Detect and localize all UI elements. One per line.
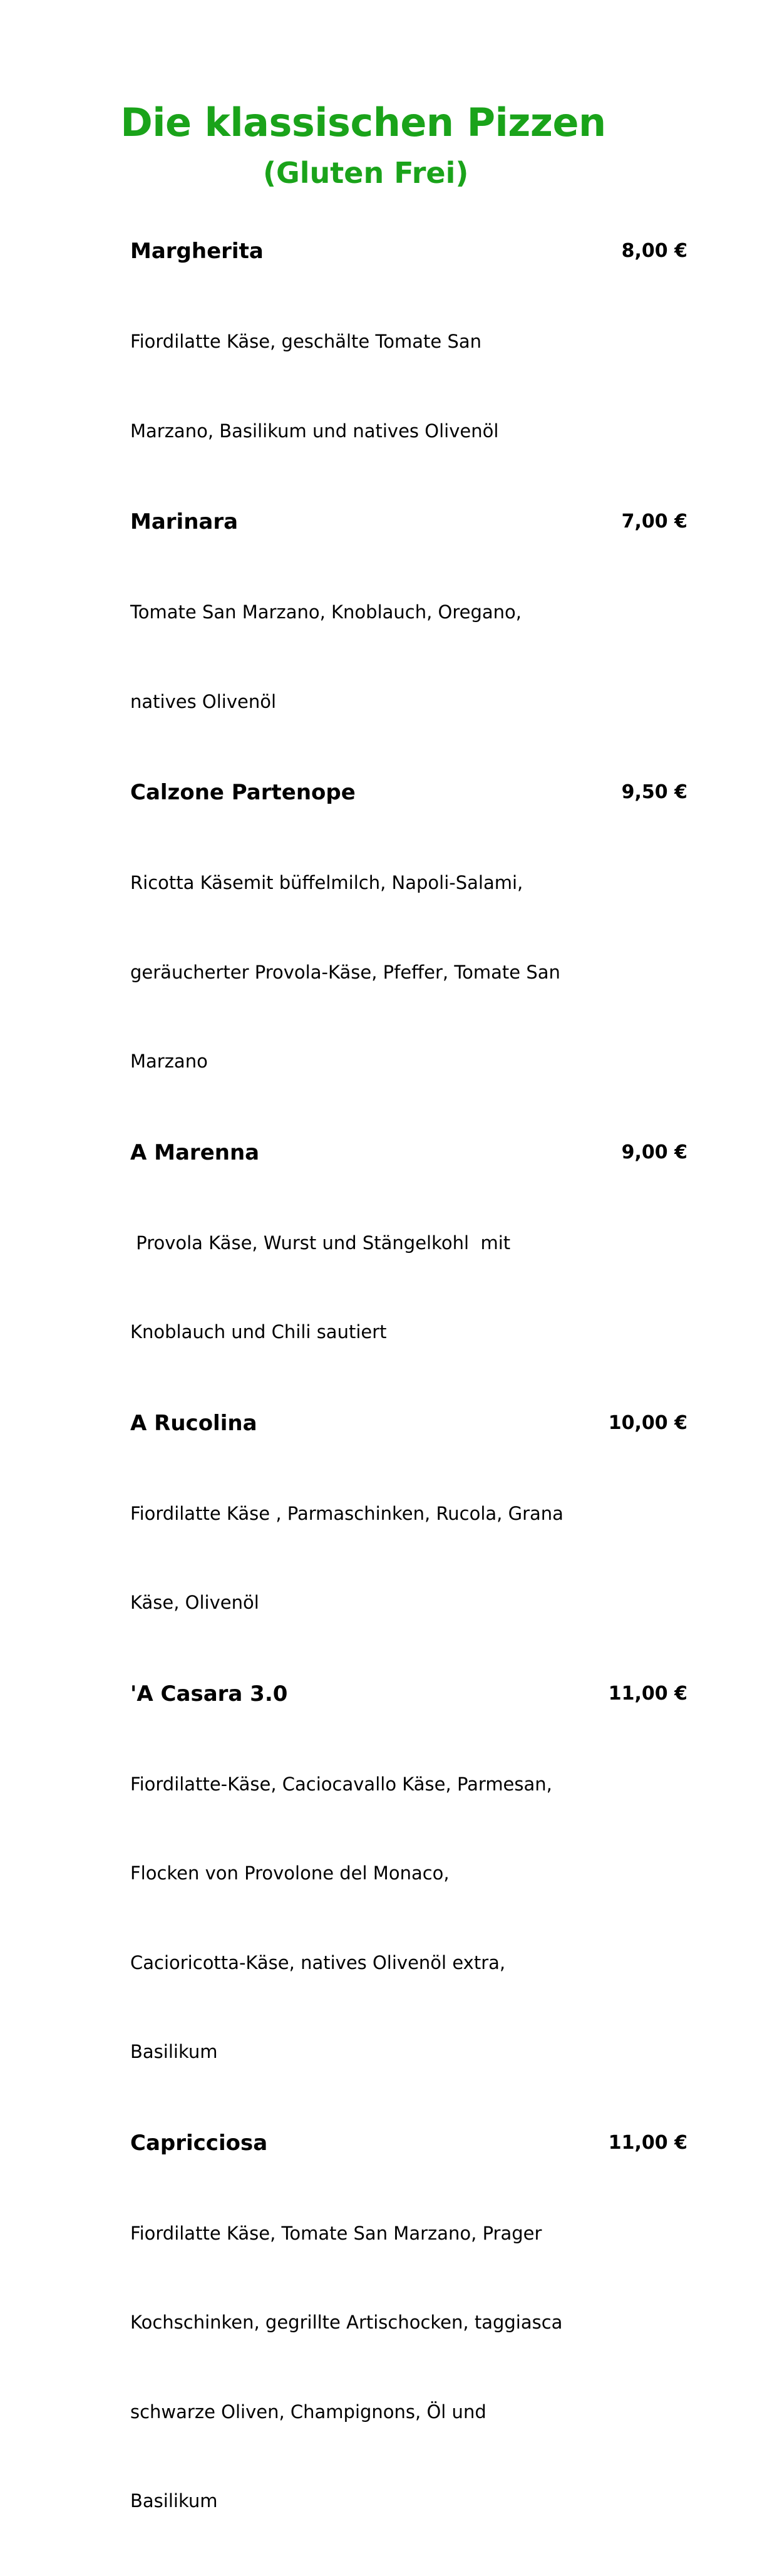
menu-item-price: 9,50 € (621, 781, 687, 803)
menu-item (130, 1407, 687, 1678)
menu-item-description (130, 2159, 594, 2576)
description-line: Provola Käse, Wurst und Stängelkohl mit (130, 1232, 511, 1254)
menu-item-description (130, 538, 594, 776)
description-line: Marzano (130, 1051, 208, 1072)
description-line: Tomate San Marzano, Knoblauch, Oregano, (130, 601, 522, 623)
menu-item (130, 1136, 687, 1407)
description-line: Knoblauch und Chili sautiert (130, 1321, 387, 1343)
description-line: Cacioricotta-Käse, natives Olivenöl extra, (130, 1951, 506, 1973)
description-line: Käse, Olivenöl (130, 1592, 259, 1613)
menu-item-name: Margherita (130, 239, 264, 264)
menu-item (130, 235, 687, 506)
menu-item (130, 506, 687, 776)
description-line: Kochschinken, gegrillte Artischocken, taggiasca (130, 2312, 563, 2333)
description-line: Flocken von Provolone del Monaco, (130, 1862, 450, 1884)
menu-item-description (130, 1169, 594, 1407)
menu-item (130, 1678, 687, 2127)
description-line: Fiordilatte Käse, Tomate San Marzano, Prager (130, 2222, 542, 2244)
menu-item-price: 9,00 € (621, 1141, 687, 1163)
description-line: Fiordilatte-Käse, Caciocavallo Käse, Parmesan, (130, 1773, 552, 1795)
menu-item-name: Capricciosa (130, 2130, 268, 2156)
menu-item-price: 7,00 € (621, 511, 687, 532)
menu-item-description (130, 1710, 594, 2127)
menu-item-description (130, 267, 594, 506)
menu-item-name: Calzone Partenope (130, 780, 356, 805)
menu-item-name: A Marenna (130, 1140, 260, 1165)
menu-item (130, 2127, 687, 2576)
menu-item-price: 11,00 € (608, 2131, 687, 2154)
description-line: geräucherter Provola-Käse, Pfeffer, Tomate San (130, 961, 560, 983)
menu-item (130, 776, 687, 1136)
description-line: Basilikum (130, 2041, 218, 2062)
description-line: Marzano, Basilikum und natives Olivenöl (130, 420, 499, 442)
menu-item-name: A Rucolina (130, 1410, 257, 1436)
page-subtitle: (Gluten Frei) (263, 156, 469, 190)
menu-item-description (130, 809, 594, 1136)
description-line: Ricotta Käsemit büffelmilch, Napoli-Salami, (130, 872, 523, 893)
description-line: Fiordilatte Käse , Parmaschinken, Rucola, Grana (130, 1502, 563, 1524)
menu-item-name: 'A Casara 3.0 (130, 1681, 288, 1706)
pizza-menu (130, 235, 687, 2576)
description-line: schwarze Oliven, Champignons, Öl und (130, 2401, 486, 2423)
menu-item-description (130, 1440, 594, 1678)
description-line: Fiordilatte Käse, geschälte Tomate San (130, 331, 482, 352)
menu-item-name: Marinara (130, 509, 239, 534)
description-line: Basilikum (130, 2490, 218, 2511)
page-title: Die klassischen Pizzen (120, 100, 606, 145)
menu-item-price: 11,00 € (608, 1682, 687, 1705)
menu-item-price: 8,00 € (621, 240, 687, 262)
description-line: natives Olivenöl (130, 690, 277, 712)
menu-item-price: 10,00 € (608, 1411, 687, 1434)
